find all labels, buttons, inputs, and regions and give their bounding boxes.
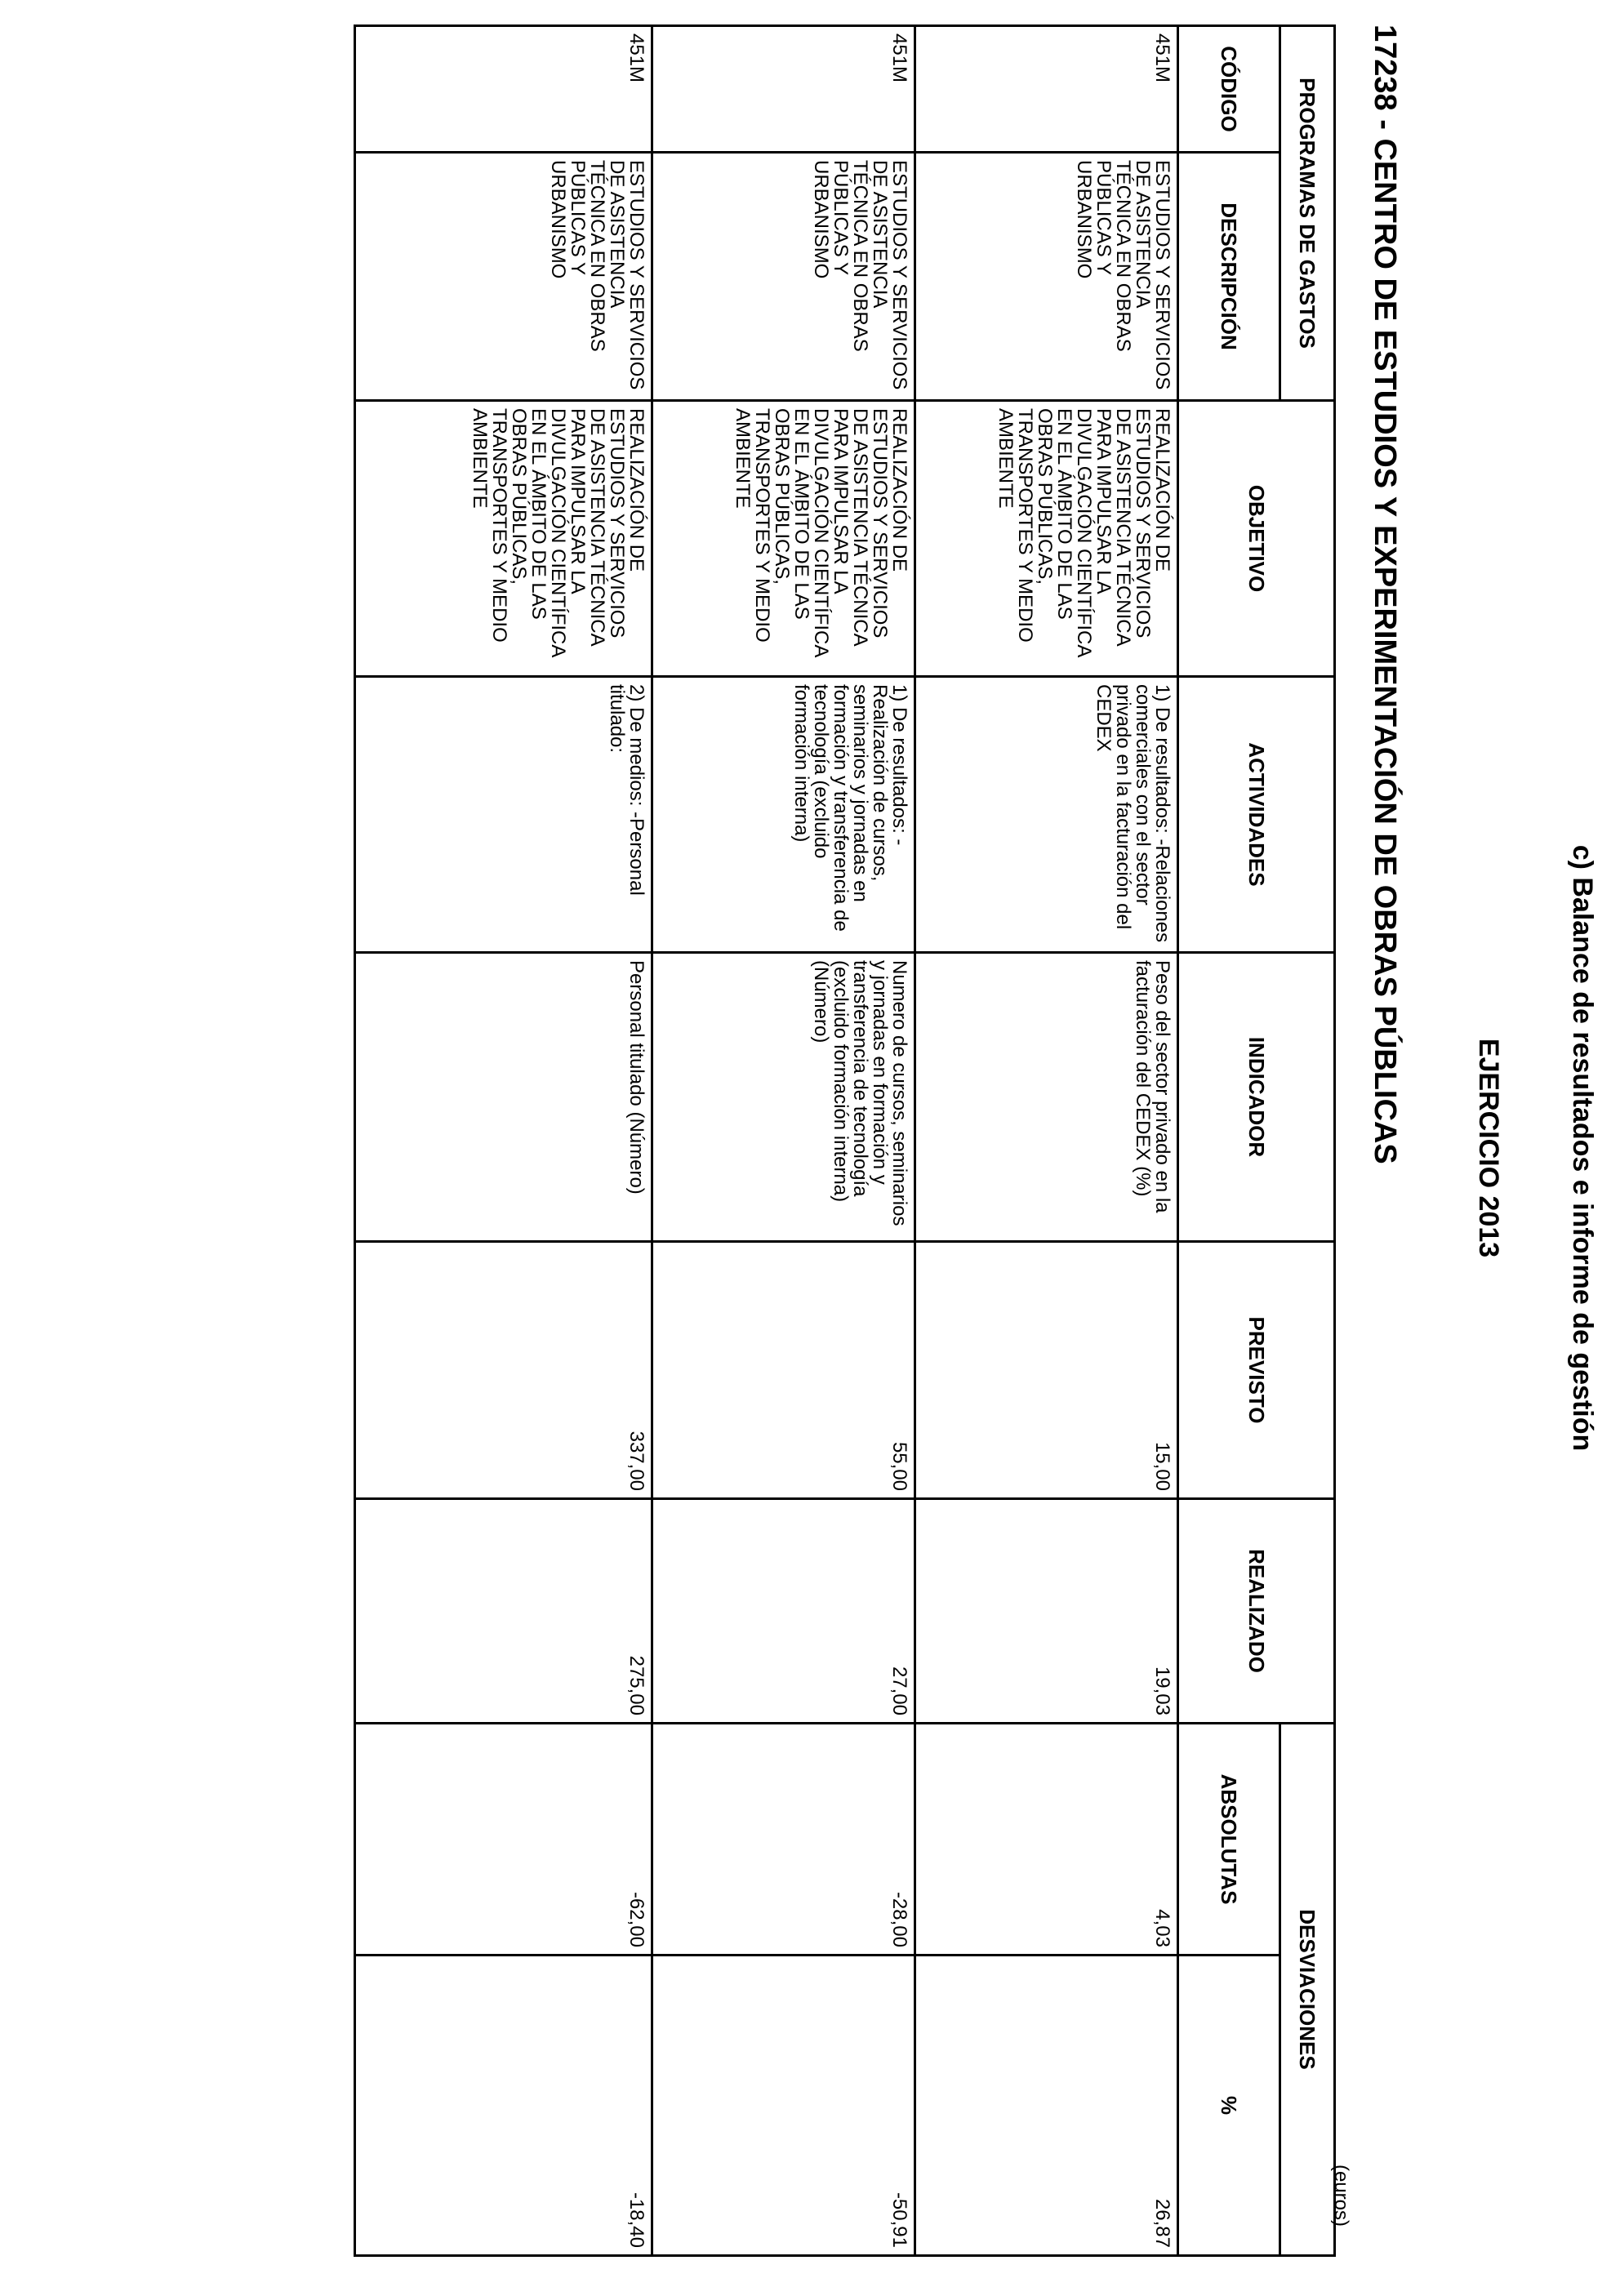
cell-indicador: Personal titulado (Número)	[355, 953, 652, 1242]
cell-previsto: 55,00	[652, 1242, 915, 1499]
cell-actividades: 1) De resultados: -Relaciones comerciales con el sector privado en la facturación del CEDEX	[915, 677, 1178, 953]
cell-codigo: 451M	[915, 26, 1178, 153]
cell-realizado: 27,00	[652, 1499, 915, 1724]
cell-descripcion: ESTUDIOS Y SERVICIOS DE ASISTENCIA TÉCNICA EN OBRAS PÚBLICAS Y URBANISMO	[915, 153, 1178, 401]
cell-descripcion: ESTUDIOS Y SERVICIOS DE ASISTENCIA TÉCNICA EN OBRAS PÚBLICAS Y URBANISMO	[652, 153, 915, 401]
table-row	[915, 26, 1178, 2256]
table-row	[652, 26, 915, 2256]
cell-realizado: 275,00	[355, 1499, 652, 1724]
cell-actividades: 2) De medios: -Personal titulado:	[355, 677, 652, 953]
header-porcentaje: %	[1178, 1956, 1280, 2256]
cell-absolutas: -62,00	[355, 1724, 652, 1956]
header-previsto: PREVISTO	[1178, 1242, 1335, 1499]
cell-previsto: 337,00	[355, 1242, 652, 1499]
cell-porcentaje: -18,40	[355, 1956, 652, 2256]
results-table	[354, 24, 1336, 2257]
units-label: (euros)	[1330, 2164, 1352, 2227]
header-absolutas: ABSOLUTAS	[1178, 1724, 1280, 1956]
cell-porcentaje: 26,87	[915, 1956, 1178, 2256]
cell-absolutas: 4,03	[915, 1724, 1178, 1956]
cell-objetivo: REALIZACIÓN DE ESTUDIOS Y SERVICIOS DE ASISTENCIA TÉCNICA PARA IMPULSAR LA DIVULGACIÓN CIENTÍFICA EN EL ÁMBITO DE LAS OBRAS PÚBLICAS, TRANSPORTES Y MEDIO AMBIENTE	[652, 401, 915, 677]
header-actividades: ACTIVIDADES	[1178, 677, 1335, 953]
cell-absolutas: -28,00	[652, 1724, 915, 1956]
header-realizado: REALIZADO	[1178, 1499, 1335, 1724]
header-codigo: CÓDIGO	[1178, 26, 1280, 153]
cell-porcentaje: -50,91	[652, 1956, 915, 2256]
header-group-programas: PROGRAMAS DE GASTOS	[1280, 26, 1335, 401]
cell-realizado: 19,03	[915, 1499, 1178, 1724]
cell-previsto: 15,00	[915, 1242, 1178, 1499]
entity-title: 17238 - CENTRO DE ESTUDIOS Y EXPERIMENTACIÓN DE OBRAS PÚBLICAS	[1368, 24, 1402, 1164]
header-descripcion: DESCRIPCIÓN	[1178, 153, 1280, 401]
cell-objetivo: REALIZACIÓN DE ESTUDIOS Y SERVICIOS DE ASISTENCIA TÉCNICA PARA IMPULSAR LA DIVULGACIÓN CIENTÍFICA EN EL ÁMBITO DE LAS OBRAS PÚBLICAS, TRANSPORTES Y MEDIO AMBIENTE	[915, 401, 1178, 677]
cell-indicador: Numero de cursos, seminarios y jornadas en formación y transferencia de tecnología (excluido formación interna) (Número)	[652, 953, 915, 1242]
cell-descripcion: ESTUDIOS Y SERVICIOS DE ASISTENCIA TÉCNICA EN OBRAS PÚBLICAS Y URBANISMO	[355, 153, 652, 401]
section-title: c) Balance de resultados e informe de gestión	[1567, 844, 1598, 1452]
header-objetivo: OBJETIVO	[1178, 401, 1335, 677]
cell-objetivo: REALIZACIÓN DE ESTUDIOS Y SERVICIOS DE ASISTENCIA TÉCNICA PARA IMPULSAR LA DIVULGACIÓN CIENTÍFICA EN EL ÁMBITO DE LAS OBRAS PÚBLICAS, TRANSPORTES Y MEDIO AMBIENTE	[355, 401, 652, 677]
cell-indicador: Peso del sector privado en la facturación del CEDEX (%)	[915, 953, 1178, 1242]
cell-codigo: 451M	[652, 26, 915, 153]
header-indicador: INDICADOR	[1178, 953, 1335, 1242]
cell-actividades: 1) De resultados: -Realización de cursos, seminarios y jornadas en formación y transferencia de tecnología (excluido formación interna)	[652, 677, 915, 953]
cell-codigo: 451M	[355, 26, 652, 153]
exercise-title: EJERCICIO 2013	[1473, 1038, 1504, 1258]
header-group-desviaciones: DESVIACIONES	[1280, 1724, 1335, 2256]
table-row	[355, 26, 652, 2256]
